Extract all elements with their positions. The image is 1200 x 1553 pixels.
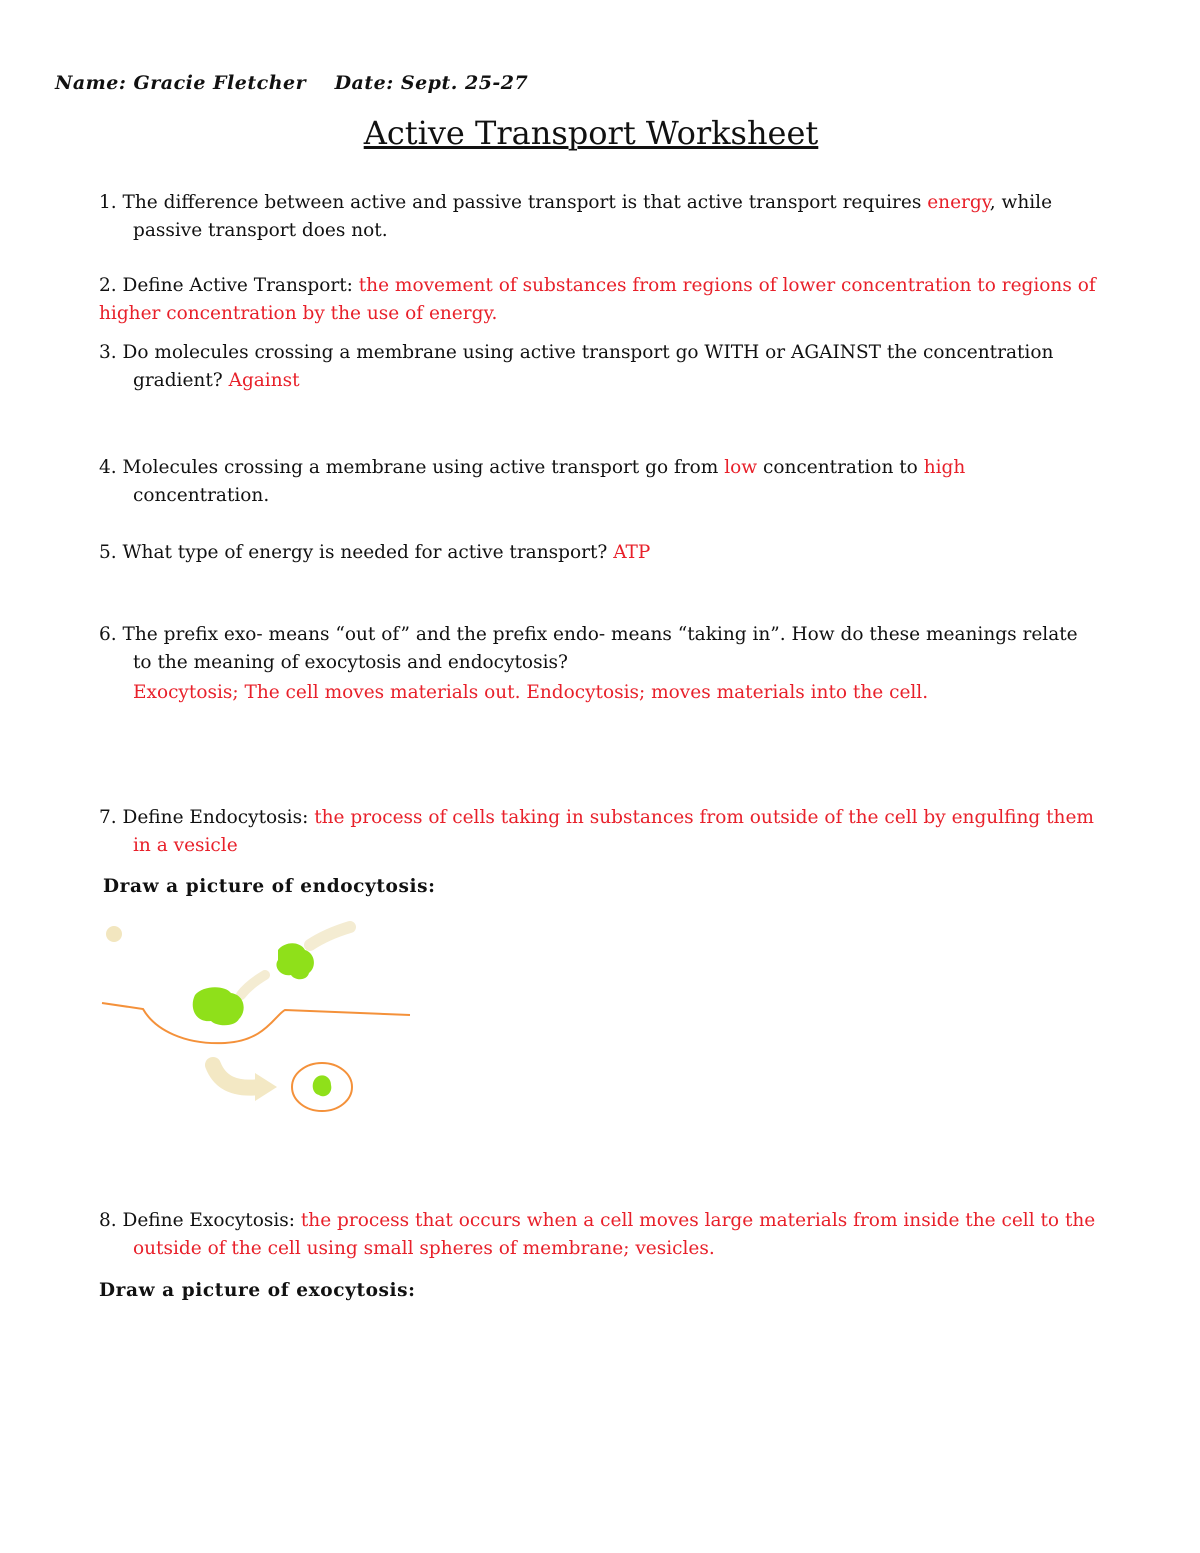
date-label: Date: (334, 72, 394, 94)
q8-prompt: 8. Define Exocytosis: (99, 1210, 301, 1231)
cell-membrane (102, 1003, 410, 1043)
vesicle-particle (313, 1075, 332, 1096)
question-2 (99, 272, 1129, 328)
question-8 (99, 1207, 1139, 1263)
q6-continuation: to the meaning of exocytosis and endocytosis? (133, 652, 568, 673)
question-4 (99, 454, 1139, 510)
motion-streak-icon (310, 927, 350, 945)
q3-prompt: 3. Do molecules crossing a membrane using active transport go WITH or AGAINST the concentration (99, 342, 1054, 363)
q4-answer-2: high (923, 457, 966, 478)
q7-answer-line1: the process of cells taking in substances from outside of the cell by engulfing them (314, 807, 1094, 828)
q2-answer-line1: the movement of substances from regions of lower concentration to regions of (358, 275, 1096, 296)
q4-prompt-mid: concentration to (757, 457, 924, 478)
q8-answer-line1: the process that occurs when a cell moves large materials from inside the cell to the (300, 1210, 1096, 1231)
q1-continuation: passive transport does not. (133, 220, 388, 241)
page-title: Active Transport Worksheet (363, 114, 819, 152)
q6-prompt: 6. The prefix exo- means “out of” and the prefix endo- means “taking in”. How do these meanings relate (99, 624, 1078, 645)
q3-answer: Against (228, 370, 300, 391)
q4-answer-1: low (724, 457, 758, 478)
q2-prompt: 2. Define Active Transport: (99, 275, 359, 296)
endocytosis-drawing-label: Draw a picture of endocytosis: (103, 876, 436, 897)
q4-prompt: 4. Molecules crossing a membrane using active transport go from (99, 457, 725, 478)
worksheet-header (55, 72, 528, 94)
q5-answer: ATP (613, 542, 651, 563)
question-5 (99, 539, 1139, 567)
student-name: Gracie Fletcher (133, 72, 307, 94)
q8-answer-line2: outside of the cell using small spheres of membrane; vesicles. (133, 1238, 715, 1259)
q7-prompt: 7. Define Endocytosis: (99, 807, 315, 828)
q2-answer-line2: higher concentration by the use of energy. (99, 303, 498, 324)
q3-continuation (99, 367, 1139, 395)
arrow-head-icon (255, 1073, 277, 1101)
question-1 (99, 189, 1139, 245)
date-value: Sept. 25-27 (400, 72, 529, 94)
q1-prompt-end: , while (989, 192, 1053, 213)
question-3 (99, 339, 1139, 395)
q6-answer: Exocytosis; The cell moves materials out. Endocytosis; moves materials into the cell. (133, 682, 929, 703)
name-label: Name: (55, 72, 127, 94)
question-6 (99, 621, 1149, 707)
arrow-icon (213, 1065, 260, 1088)
q7-answer-line2: in a vesicle (133, 835, 238, 856)
small-particle (106, 926, 122, 942)
q1-prompt: 1. The difference between active and passive transport is that active transport requires (99, 192, 928, 213)
q5-prompt: 5. What type of energy is needed for active transport? (99, 542, 614, 563)
question-7 (99, 804, 1139, 860)
motion-streak-icon (241, 975, 265, 995)
q4-continuation: concentration. (133, 485, 270, 506)
q1-answer: energy (927, 192, 990, 213)
q3-prompt-end: gradient? (133, 370, 229, 391)
endocytosis-drawing (95, 915, 515, 1145)
particle-engulfed (193, 987, 244, 1025)
exocytosis-drawing-label: Draw a picture of exocytosis: (99, 1280, 416, 1301)
